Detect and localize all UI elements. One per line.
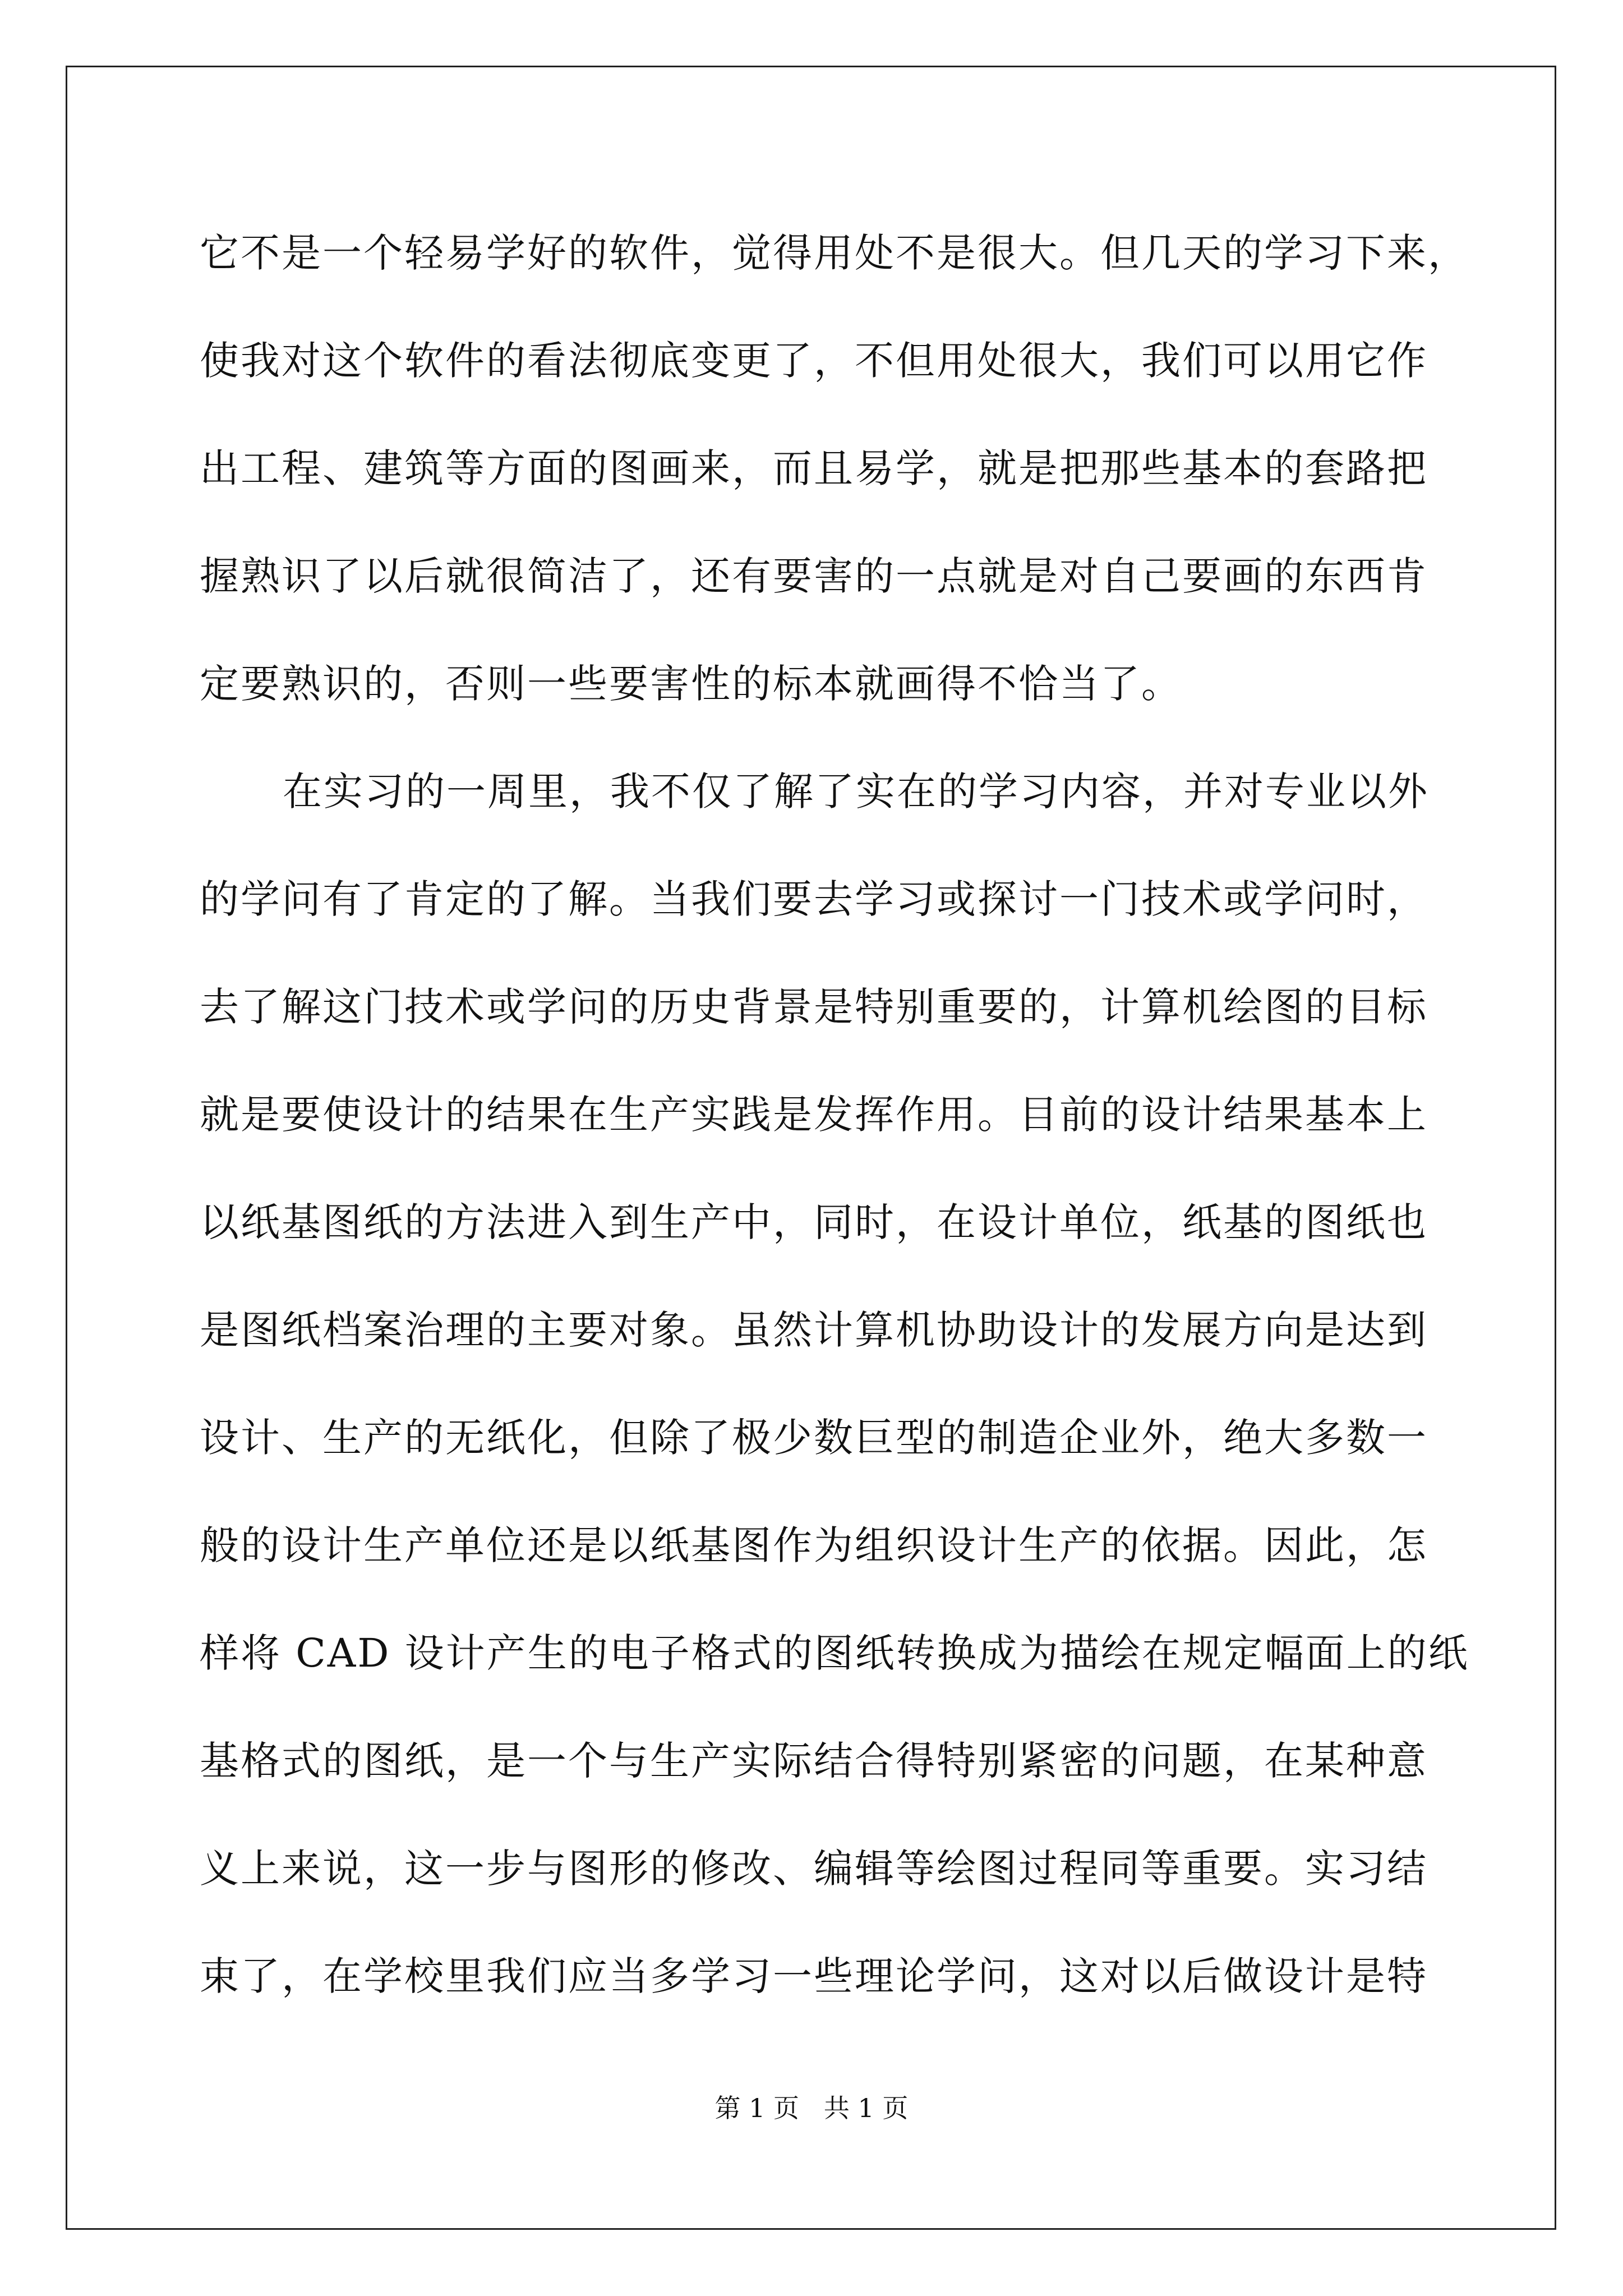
text-line: 是图纸档案治理的主要对象。虽然计算机协助设计的发展方向是达到 bbox=[200, 1307, 1428, 1353]
text-line: 的学问有了肯定的了解。当我们要去学习或探讨一门技术或学问时， bbox=[200, 876, 1428, 922]
paragraph-start-line: 在实习的一周里，我不仅了解了实在的学习内容，并对专业以外 bbox=[283, 769, 1429, 815]
text-line: 握熟识了以后就很简洁了，还有要害的一点就是对自己要画的东西肯 bbox=[200, 553, 1428, 599]
text-line: 般的设计生产单位还是以纸基图作为组织设计生产的依据。因此，怎 bbox=[200, 1522, 1428, 1568]
text-line: 基格式的图纸，是一个与生产实际结合得特别紧密的问题，在某种意 bbox=[200, 1738, 1428, 1784]
body-text bbox=[200, 199, 1467, 2030]
text-line: 定要熟识的，否则一些要害性的标本就画得不恰当了。 bbox=[200, 661, 1182, 707]
text-line: 样将 CAD 设计产生的电子格式的图纸转换成为描绘在规定幅面上的纸 bbox=[200, 1630, 1469, 1676]
text-line: 去了解这门技术或学问的历史背景是特别重要的，计算机绘图的目标 bbox=[200, 984, 1428, 1030]
text-line: 以纸基图纸的方法进入到生产中，同时，在设计单位，纸基的图纸也 bbox=[200, 1199, 1428, 1245]
text-line: 它不是一个轻易学好的软件，觉得用处不是很大。但几天的学习下来， bbox=[200, 230, 1469, 276]
text-line: 束了，在学校里我们应当多学习一些理论学问，这对以后做设计是特 bbox=[200, 1953, 1428, 1999]
text-line: 设计、生产的无纸化，但除了极少数巨型的制造企业外，绝大多数一 bbox=[200, 1415, 1428, 1461]
text-line: 出工程、建筑等方面的图画来，而且易学，就是把那些基本的套路把 bbox=[200, 445, 1428, 491]
text-line: 义上来说，这一步与图形的修改、编辑等绘图过程同等重要。实习结 bbox=[200, 1846, 1428, 1892]
page-number-footer: 第 1 页 共 1 页 bbox=[714, 2093, 909, 2123]
text-line: 使我对这个软件的看法彻底变更了，不但用处很大，我们可以用它作 bbox=[200, 338, 1428, 384]
text-line: 就是要使设计的结果在生产实践是发挥作用。目前的设计结果基本上 bbox=[200, 1092, 1428, 1138]
